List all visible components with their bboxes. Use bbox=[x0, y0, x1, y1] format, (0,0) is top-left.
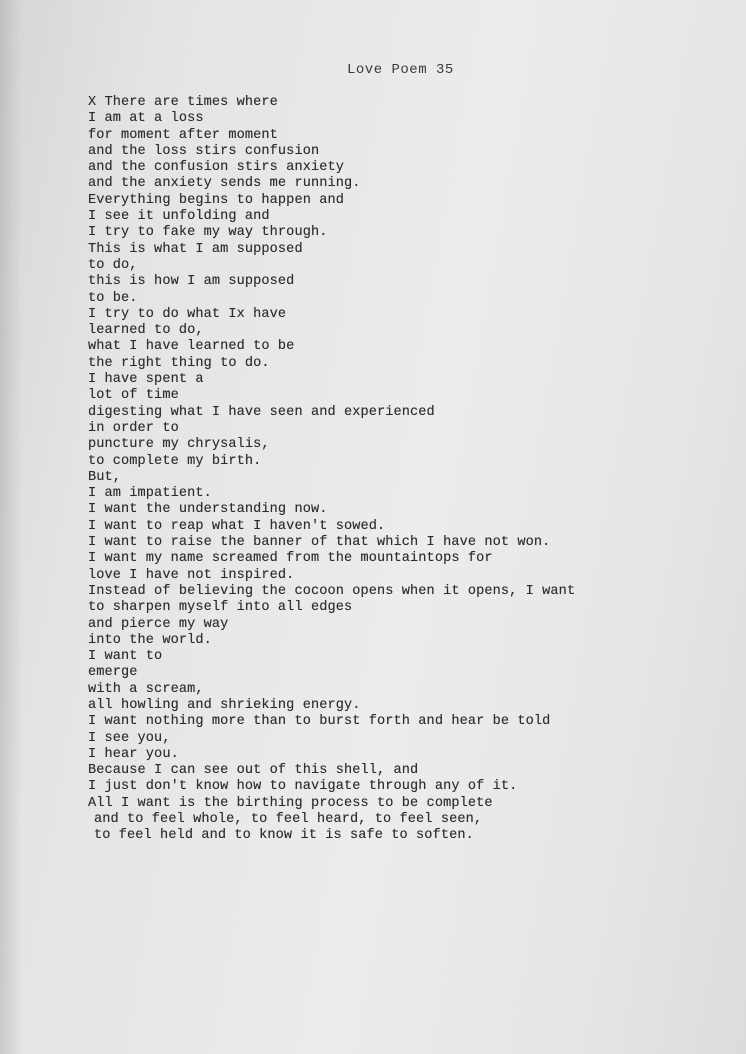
poem-line: This is what I am supposed bbox=[88, 241, 303, 257]
poem-line: I have spent a bbox=[88, 372, 204, 388]
poem-line: Instead of believing the cocoon opens when it opens, I want bbox=[88, 583, 576, 599]
poem-line: I see you, bbox=[88, 730, 171, 746]
poem-line: I want my name screamed from the mountaintops for bbox=[88, 551, 493, 567]
poem-line: for moment after moment bbox=[88, 127, 278, 143]
poem-line: to feel held and to know it is safe to soften. bbox=[94, 828, 474, 844]
poem-line: Everything begins to happen and bbox=[88, 192, 344, 208]
poem-line: to complete my birth. bbox=[88, 453, 262, 469]
poem-line: this is how I am supposed bbox=[88, 274, 295, 290]
poem-line: I just don't know how to navigate through any of it. bbox=[88, 779, 518, 795]
poem-line: X There are times where bbox=[88, 95, 278, 110]
poem-line: I want to reap what I haven't sowed. bbox=[88, 518, 386, 534]
poem-line: digesting what I have seen and experienced bbox=[88, 404, 435, 420]
poem-line: to do, bbox=[88, 257, 138, 273]
poem-line: learned to do, bbox=[88, 323, 204, 339]
poem-line: with a scream, bbox=[88, 681, 204, 697]
poem-line: I try to fake my way through. bbox=[88, 225, 328, 241]
poem-line: and the loss stirs confusion bbox=[88, 143, 320, 159]
poem-line: puncture my chrysalis, bbox=[88, 437, 270, 453]
poem-line: But, bbox=[88, 469, 122, 485]
poem-title: Love Poem 35 bbox=[347, 62, 454, 78]
poem-line: what I have learned to be bbox=[88, 339, 295, 355]
poem-line: lot of time bbox=[88, 388, 179, 404]
poem-line: I try to do what Ix have bbox=[88, 306, 287, 322]
poem-line: and the confusion stirs anxiety bbox=[88, 160, 344, 176]
poem-body bbox=[88, 95, 575, 845]
poem-line: all howling and shrieking energy. bbox=[88, 697, 361, 713]
poem-line: I want to raise the banner of that which I have not won. bbox=[88, 535, 551, 551]
poem-line: and to feel whole, to feel heard, to feel seen, bbox=[94, 812, 483, 828]
poem-line: in order to bbox=[88, 420, 179, 436]
poem-line: I want nothing more than to burst forth and hear be told bbox=[88, 714, 551, 730]
poem-line: and pierce my way bbox=[88, 616, 229, 632]
poem-line: All I want is the birthing process to be complete bbox=[88, 795, 493, 811]
poem-line: the right thing to do. bbox=[88, 355, 270, 371]
poem-line: I am impatient. bbox=[88, 486, 212, 502]
poem-line: and the anxiety sends me running. bbox=[88, 176, 361, 192]
poem-line: to sharpen myself into all edges bbox=[88, 600, 353, 616]
poem-line: I see it unfolding and bbox=[88, 209, 270, 225]
poem-line: Because I can see out of this shell, and bbox=[88, 763, 419, 779]
poem-line: I want to bbox=[88, 649, 163, 665]
poem-line: into the world. bbox=[88, 632, 212, 648]
poem-line: to be. bbox=[88, 290, 138, 306]
poem-line: love I have not inspired. bbox=[88, 567, 295, 583]
poem-line: I want the understanding now. bbox=[88, 502, 328, 518]
poem-line: emerge bbox=[88, 665, 138, 681]
poem-line: I am at a loss bbox=[88, 111, 204, 127]
poem-line: I hear you. bbox=[88, 746, 179, 762]
